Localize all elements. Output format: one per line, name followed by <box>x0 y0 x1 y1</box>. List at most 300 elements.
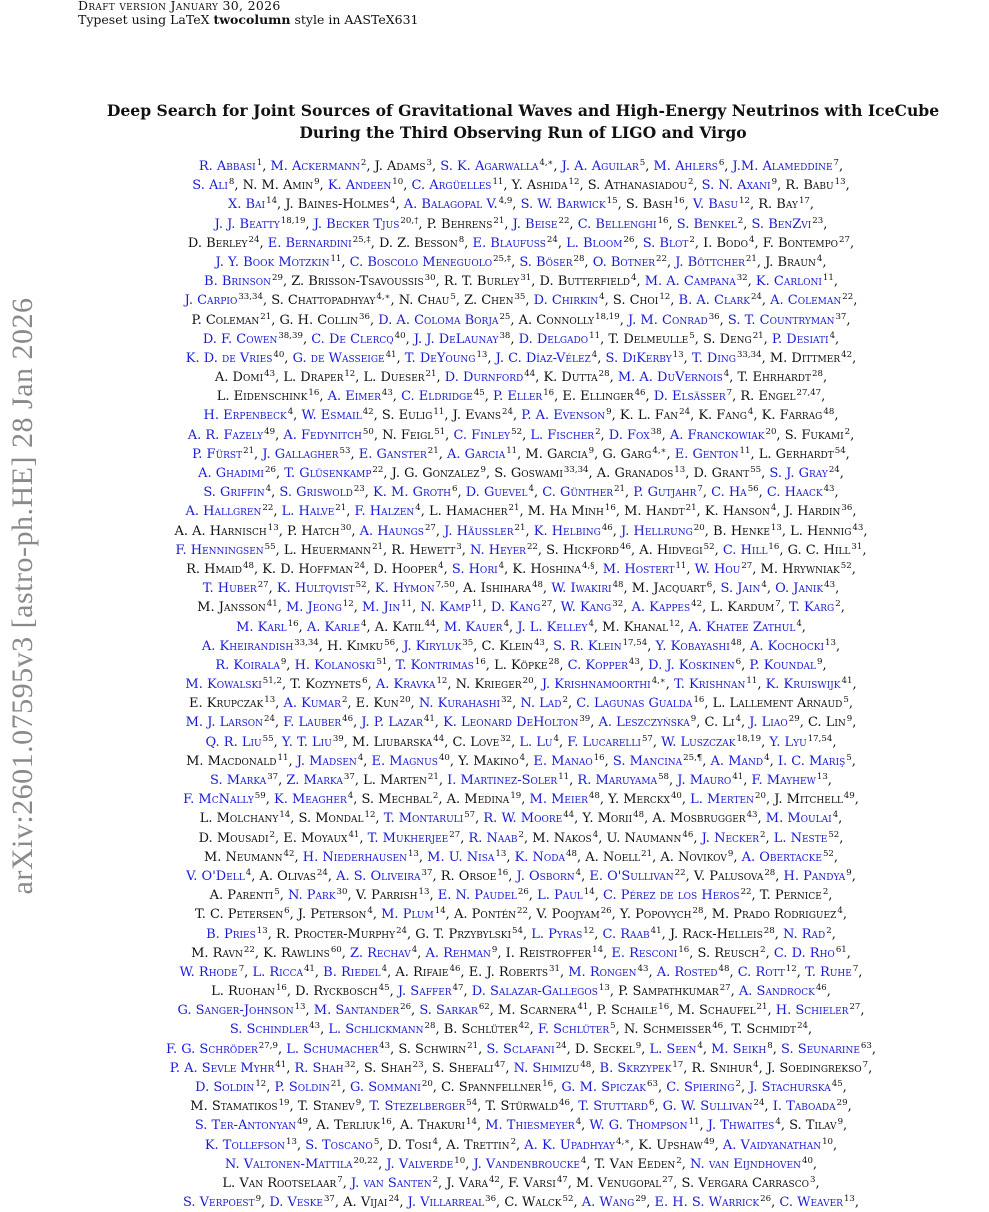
author-link[interactable]: R. Naab <box>468 830 518 846</box>
author-link[interactable]: M. Meier <box>529 792 588 808</box>
author-link[interactable]: Q. R. Liu <box>205 734 262 750</box>
author-link[interactable]: J. Madsen <box>296 753 357 769</box>
affiliation-marker: 11 <box>739 445 751 456</box>
author-link[interactable]: J. Krishnamoorthi <box>541 677 651 693</box>
author-link[interactable]: N. Kamp <box>420 600 471 616</box>
author-link[interactable]: A. S. Oliveira <box>336 868 421 884</box>
author-separator: , <box>271 485 280 501</box>
author-link[interactable]: A. R. Fazely <box>187 427 264 443</box>
author-link[interactable]: I. Taboada <box>772 1099 836 1115</box>
author-link[interactable]: R. Shah <box>294 1060 344 1076</box>
author-link[interactable]: N. van Eijndhoven <box>690 1156 801 1172</box>
author-name: T. Kozynets <box>290 677 362 693</box>
author-link[interactable]: S. Mancina <box>612 753 683 769</box>
author-link[interactable]: W. Kang <box>560 600 612 616</box>
author-link[interactable]: M. U. Nisa <box>427 849 495 865</box>
author-link[interactable]: N. Lad <box>520 696 562 712</box>
author-link[interactable]: L. Schumacher <box>286 1041 379 1057</box>
author-link[interactable]: T. Glüsenkamp <box>284 466 372 481</box>
author-link[interactable]: O. Botner <box>592 254 656 270</box>
affiliation-marker: 38 <box>499 330 511 341</box>
author-link[interactable]: F. McNally <box>183 792 254 808</box>
author-separator: , <box>670 293 679 309</box>
author-link[interactable]: M. Plum <box>381 907 434 923</box>
author-link[interactable]: M. Ackermann <box>270 159 360 174</box>
author-link[interactable]: E. O'Sullivan <box>589 868 674 884</box>
author-link[interactable]: J. Liao <box>749 715 788 731</box>
author-link[interactable]: T. Karg <box>789 600 835 616</box>
author-separator: , <box>347 696 356 712</box>
author-link[interactable]: M. Rongen <box>568 964 637 980</box>
author-link[interactable]: A. Sandrock <box>738 984 815 1000</box>
affiliation-marker: 49 <box>843 791 855 802</box>
author-link[interactable]: N. Kurahashi <box>418 696 501 712</box>
author-link[interactable]: N. Shimizu <box>513 1060 580 1076</box>
author-link[interactable]: C. Boscolo Meneguolo <box>349 254 493 270</box>
author-separator: , <box>383 466 392 481</box>
author-link[interactable]: A. Leszczyńska <box>598 715 690 731</box>
author-link[interactable]: L. Paul <box>537 888 583 904</box>
author-link[interactable]: F. Lauber <box>283 715 342 731</box>
author-link[interactable]: S. N. Axani <box>701 178 771 194</box>
author-link[interactable]: J. Gallagher <box>262 446 339 462</box>
author-link[interactable]: D. F. Cowen <box>202 331 278 347</box>
author-link[interactable]: C. Eldridge <box>401 389 473 405</box>
author-name: A. Rifaie <box>395 964 449 980</box>
author-link[interactable]: H. Niederhausen <box>302 849 407 865</box>
author-link[interactable]: D. Veske <box>269 1195 323 1211</box>
author-separator: , <box>761 466 770 481</box>
author-link[interactable]: S. K. Agarwalla <box>440 159 539 174</box>
author-link[interactable]: R. Koirala <box>215 657 280 673</box>
author-link[interactable]: L. Ricca <box>252 964 303 980</box>
author-link[interactable]: S. Böser <box>519 254 573 270</box>
author-link[interactable]: J. Necker <box>701 830 759 846</box>
author-link[interactable]: J. Saffer <box>397 984 452 1000</box>
author-link[interactable]: S. T. Countryman <box>727 312 835 328</box>
affiliation-marker: 24 <box>679 407 691 418</box>
author-link[interactable]: G. M. Spiczak <box>561 1080 647 1095</box>
author-link[interactable]: B. A. Clark <box>678 293 750 309</box>
author-link[interactable]: T. Ruhe <box>805 964 852 980</box>
author-link[interactable]: R. Maruyama <box>577 773 658 788</box>
author-link[interactable]: D. Elsässer <box>653 389 726 405</box>
author-link[interactable]: V. Basu <box>692 197 739 213</box>
author-link[interactable]: M. A. Campana <box>644 274 736 290</box>
affiliation-marker: 62 <box>478 1002 490 1013</box>
author-link[interactable]: T. Stezelberger <box>369 1099 466 1115</box>
affiliation-marker: 29 <box>635 1194 647 1205</box>
author-link[interactable]: B. Pries <box>206 926 256 942</box>
author-link[interactable]: T. Montaruli <box>383 811 464 827</box>
author-link[interactable]: D. Delgado <box>518 331 589 347</box>
affiliation-marker: 4 <box>361 618 367 629</box>
author-link[interactable]: T. Mukherjee <box>367 830 449 846</box>
author-link[interactable]: N. Heyer <box>469 542 526 558</box>
author-link[interactable]: H. Kolanoski <box>294 657 376 673</box>
author-link[interactable]: D. J. Koskinen <box>648 657 735 673</box>
affiliation-marker: 36 <box>359 311 370 322</box>
author-link[interactable]: C. De Clercq <box>311 331 394 347</box>
author-link[interactable]: E. Ganster <box>358 446 427 462</box>
author-separator: , <box>835 581 840 597</box>
author-link[interactable]: A. Eimer <box>327 389 381 405</box>
author-link[interactable]: Y. Kobayashi <box>655 638 730 654</box>
author-link[interactable]: Y. T. Liu <box>281 734 332 750</box>
affiliation-marker: 16 <box>380 1117 392 1128</box>
author-link[interactable]: E. Blaufuss <box>472 235 546 251</box>
author-link[interactable]: A. Ghadimi <box>198 466 264 481</box>
author-link[interactable]: H. Schieler <box>775 1003 849 1019</box>
author-link[interactable]: L. Schlickmann <box>328 1022 424 1038</box>
author-link[interactable]: T. Kontrimas <box>395 657 474 673</box>
author-link[interactable]: T. Stuttard <box>578 1099 648 1115</box>
affiliation-marker: 2 <box>269 829 275 840</box>
author-link[interactable]: S. Sclafani <box>486 1041 555 1057</box>
author-link[interactable]: T. Huber <box>202 581 257 597</box>
author-link[interactable]: M. Hostert <box>602 561 675 577</box>
author-line <box>56 442 986 461</box>
author-link[interactable]: S. W. Barwick <box>520 197 606 213</box>
affiliation-marker: 56 <box>747 484 759 495</box>
author-link[interactable]: V. O'Dell <box>186 868 245 884</box>
author-link[interactable]: M. Jin <box>361 600 401 616</box>
author-link[interactable]: C. Finley <box>453 427 511 443</box>
author-link[interactable]: J. L. Kelley <box>517 619 588 635</box>
author-link[interactable]: C. Günther <box>542 485 614 501</box>
author-link[interactable]: W. Esmail <box>301 408 362 424</box>
author-link[interactable]: P. Desiati <box>771 331 829 347</box>
author-link[interactable]: P. Eller <box>493 389 543 405</box>
author-link[interactable]: A. Balagopal V. <box>403 197 498 213</box>
author-line <box>56 806 986 825</box>
author-name: A. Granados <box>596 466 674 481</box>
author-link[interactable]: A. Fedynitch <box>283 427 362 443</box>
author-link[interactable]: C. Kopper <box>567 657 628 673</box>
author-link[interactable]: L. Halve <box>281 504 335 520</box>
author-link[interactable]: J. Osborn <box>516 868 575 884</box>
author-link[interactable]: C. Spiering <box>666 1080 735 1095</box>
author-link[interactable]: M. Karl <box>236 619 287 635</box>
author-line <box>56 1037 986 1056</box>
author-name: P. Behrens <box>426 216 493 232</box>
author-link[interactable]: K. Noda <box>514 849 566 865</box>
author-link[interactable]: K. Helbing <box>533 523 601 539</box>
author-line <box>56 173 986 192</box>
author-link[interactable]: S. Ter-Antonyan <box>194 1118 297 1134</box>
author-separator: , <box>846 312 851 328</box>
author-link[interactable]: S. Sarkar <box>419 1003 478 1019</box>
author-link[interactable]: D. Chirkin <box>533 293 599 309</box>
author-link[interactable]: W. G. Thompson <box>589 1118 688 1134</box>
author-link[interactable]: C. Lagunas Gualda <box>576 696 693 712</box>
author-link[interactable]: C. Ha <box>711 485 747 501</box>
author-link[interactable]: J. P. Lazar <box>361 715 423 731</box>
author-link[interactable]: F. Mayhew <box>751 773 816 788</box>
author-link[interactable]: A. Coleman <box>770 293 842 309</box>
author-link[interactable]: E. Manao <box>533 753 593 769</box>
author-link[interactable]: C. Raab <box>602 926 650 942</box>
author-link[interactable]: T. DeYoung <box>404 350 476 366</box>
author-link[interactable]: A. Haungs <box>359 523 424 539</box>
affiliation-marker: 43 <box>852 522 864 533</box>
author-link[interactable]: P. Fürst <box>192 446 243 462</box>
author-link[interactable]: J. Carpio <box>184 293 238 309</box>
author-link[interactable]: D. Soldin <box>195 1080 255 1095</box>
author-link[interactable]: C. Rott <box>737 964 785 980</box>
author-link[interactable]: S. Blot <box>642 235 689 251</box>
author-link[interactable]: M. J. Larson <box>185 715 263 731</box>
author-link[interactable]: F. Schlüter <box>537 1022 610 1038</box>
author-link[interactable]: K. Meagher <box>273 792 347 808</box>
author-link[interactable]: D. Salazar-Gallegos <box>471 984 598 1000</box>
author-link[interactable]: J. Mauro <box>677 773 732 788</box>
author-link[interactable]: A. Garcia <box>446 446 506 462</box>
affiliation-marker: 11 <box>589 330 601 341</box>
author-link[interactable]: Z. Marka <box>286 773 343 788</box>
author-link[interactable]: J. Becker Tjus <box>313 216 400 232</box>
author-separator: , <box>833 274 838 290</box>
author-separator: , <box>286 657 295 673</box>
author-link[interactable]: J. J. DeLaunay <box>413 331 499 347</box>
affiliation-marker: 21 <box>756 1002 768 1013</box>
author-link[interactable]: T. Ding <box>691 350 736 366</box>
author-link[interactable]: M. Thiesmeyer <box>485 1118 575 1134</box>
affiliation-marker: 42 <box>488 1174 500 1185</box>
author-link[interactable]: S. Toscano <box>305 1137 373 1153</box>
author-link[interactable]: J. A. Aguilar <box>561 159 639 174</box>
author-link[interactable]: M. Kauer <box>443 619 503 635</box>
author-link[interactable]: K. D. de Vries <box>185 350 273 366</box>
author-link[interactable]: D. Kang <box>490 600 541 616</box>
author-link[interactable]: P. Soldin <box>274 1080 330 1095</box>
author-link[interactable]: J. Hellrung <box>621 523 693 539</box>
author-link[interactable]: A. Khatee Zathul <box>688 619 796 635</box>
author-name: K. D. Hoffman <box>262 561 354 577</box>
author-link[interactable]: L. Merten <box>690 792 754 808</box>
author-link[interactable]: S. Verpoest <box>182 1195 255 1211</box>
author-link[interactable]: S. R. Klein <box>553 638 622 654</box>
author-link[interactable]: F. G. Schröder <box>165 1041 258 1057</box>
author-link[interactable]: F. Halzen <box>354 504 415 520</box>
author-link[interactable]: S. Seunarine <box>781 1041 860 1057</box>
author-link[interactable]: O. Janik <box>775 581 824 597</box>
author-link[interactable]: S. DiKerby <box>605 350 672 366</box>
author-link[interactable]: M. Ahlers <box>653 159 718 174</box>
author-link[interactable]: K. Andeen <box>327 178 392 194</box>
author-line <box>56 1113 986 1132</box>
author-link[interactable]: L. Bloom <box>566 235 623 251</box>
author-link[interactable]: S. Hori <box>451 561 498 577</box>
author-separator: , <box>644 811 653 827</box>
author-link[interactable]: K. M. Groth <box>373 485 451 501</box>
author-link[interactable]: K. Hultqvist <box>276 581 355 597</box>
author-name: A. Noell <box>585 849 641 865</box>
author-link[interactable]: W. Luszczak <box>661 734 736 750</box>
author-separator: , <box>750 446 759 462</box>
author-link[interactable]: J. Vandenbroucke <box>473 1156 580 1172</box>
affiliation-marker: 26 <box>600 906 612 917</box>
author-link[interactable]: J. van Santen <box>350 1175 432 1191</box>
author-link[interactable]: R. W. Moore <box>483 811 563 827</box>
author-link[interactable]: D. Guevel <box>465 485 528 501</box>
author-link[interactable]: A. Karle <box>306 619 360 635</box>
author-link[interactable]: E. H. S. Warrick <box>654 1195 760 1211</box>
author-link[interactable]: S. Jain <box>720 581 761 597</box>
author-link[interactable]: S. Marka <box>210 773 267 788</box>
author-link[interactable]: M. Kowalski <box>185 677 262 693</box>
author-link[interactable]: D. Durnford <box>444 370 524 386</box>
author-link[interactable]: C. D. Rho <box>773 945 835 961</box>
author-link[interactable]: D. Fox <box>608 427 650 443</box>
author-link[interactable]: I. Martinez-Soler <box>447 773 558 788</box>
author-link[interactable]: E. Genton <box>674 446 739 462</box>
author-link[interactable]: J. Häussler <box>444 523 514 539</box>
author-link[interactable]: G. W. Sullivan <box>662 1099 753 1115</box>
author-link[interactable]: J. Y. Book Motzkin <box>215 254 330 270</box>
author-link[interactable]: M. Seikh <box>711 1041 767 1057</box>
author-link[interactable]: A. Wang <box>581 1195 635 1211</box>
author-link[interactable]: A. Hallgren <box>185 504 262 520</box>
affiliation-marker: 13 <box>264 695 276 706</box>
author-link[interactable]: N. Park <box>287 888 336 904</box>
author-link[interactable]: G. Sanger-Johnson <box>177 1003 294 1019</box>
author-link[interactable]: J. Villarreal <box>407 1195 485 1211</box>
author-link[interactable]: Y. Lyu <box>769 734 807 750</box>
author-link[interactable]: K. Kruiswijk <box>765 677 841 693</box>
author-link[interactable]: K. Leonard DeHolton <box>443 715 579 731</box>
author-link[interactable]: H. Erpenbeck <box>203 408 287 424</box>
author-link[interactable]: J. Böttcher <box>675 254 745 270</box>
affiliation-marker: 16 <box>693 695 705 706</box>
title-line: Deep Search for Joint Sources of Gravitational Waves and High-Energy Neutrinos with IceCube <box>106 101 940 120</box>
author-separator: , <box>573 1195 582 1211</box>
author-link[interactable]: E. N. Paudel <box>437 888 517 904</box>
author-link[interactable]: L. Lu <box>519 734 553 750</box>
author-link[interactable]: P. A. Sevle Myhr <box>169 1060 275 1076</box>
author-link[interactable]: W. Rhode <box>179 964 238 980</box>
author-link[interactable]: J. J. Beatty <box>214 216 280 232</box>
author-link[interactable]: L. Pyras <box>531 926 583 942</box>
author-link[interactable]: F. Henningsen <box>175 542 264 558</box>
author-link[interactable]: M. A. DuVernois <box>617 370 723 386</box>
author-link[interactable]: A. Rehman <box>425 945 491 961</box>
author-link[interactable]: C. Haack <box>766 485 823 501</box>
author-link[interactable]: N. Valtonen-Mattila <box>224 1156 353 1172</box>
author-name: E. Ellinger <box>562 389 634 405</box>
author-link[interactable]: E. Resconi <box>611 945 678 961</box>
author-link[interactable]: H. Pandya <box>783 868 846 884</box>
author-link[interactable]: S. Ali <box>192 178 228 194</box>
author-link[interactable]: P. Gutjahr <box>633 485 697 501</box>
author-link[interactable]: J. C. Díaz-Vélez <box>495 350 591 366</box>
author-link[interactable]: F. Lucarelli <box>567 734 641 750</box>
author-link[interactable]: E. Bernardini <box>267 235 352 251</box>
author-link[interactable]: N. Rad <box>782 926 826 942</box>
author-link[interactable]: L. Fischer <box>530 427 595 443</box>
author-link[interactable]: P. A. Evenson <box>521 408 606 424</box>
author-link[interactable]: T. Krishnan <box>674 677 746 693</box>
author-link[interactable]: B. Riedel <box>323 964 381 980</box>
author-link[interactable]: J. M. Conrad <box>627 312 708 328</box>
author-link[interactable]: L. Seen <box>649 1041 697 1057</box>
author-link[interactable]: G. de Wasseige <box>292 350 385 366</box>
author-link[interactable]: A. Kravka <box>375 677 436 693</box>
author-link[interactable]: A. Kappes <box>631 600 691 616</box>
author-link[interactable]: M. Jeong <box>285 600 342 616</box>
author-link[interactable]: S. J. Gray <box>769 466 828 481</box>
author-link[interactable]: A. Kumar <box>283 696 341 712</box>
author-separator: , <box>597 350 606 366</box>
author-link[interactable]: S. Griswold <box>279 485 353 501</box>
author-link[interactable]: I. C. Mariş <box>777 753 846 769</box>
author-link[interactable]: J.M. Alameddine <box>732 159 833 174</box>
author-link[interactable]: S. Griffin <box>203 485 265 501</box>
author-link[interactable]: E. Magnus <box>371 753 438 769</box>
author-link[interactable]: A. Franckowiak <box>669 427 765 443</box>
author-link[interactable]: M. Santander <box>313 1003 400 1019</box>
author-link[interactable]: L. Neste <box>773 830 828 846</box>
author-link[interactable]: J. Stachurska <box>749 1080 831 1095</box>
author-link[interactable]: J. Valverde <box>386 1156 454 1172</box>
author-separator: , <box>774 926 783 942</box>
author-link[interactable]: B. Brinson <box>204 274 272 290</box>
author-link[interactable]: A. Vaidyanathan <box>722 1137 822 1153</box>
author-link[interactable]: X. Bai <box>227 197 266 213</box>
author-link[interactable]: A. Rosted <box>656 964 718 980</box>
author-link[interactable]: K. Hymon <box>374 581 435 597</box>
author-link[interactable]: K. Carloni <box>755 274 822 290</box>
author-link[interactable]: C. Weaver <box>779 1195 843 1211</box>
author-link[interactable]: G. Sommani <box>350 1080 421 1095</box>
author-link[interactable]: C. Hill <box>722 542 768 558</box>
author-separator: , <box>254 446 263 462</box>
author-separator: , <box>839 159 844 174</box>
author-link[interactable]: A. K. Upadhyay <box>524 1137 615 1153</box>
author-link[interactable]: K. Tollefson <box>204 1137 286 1153</box>
author-link[interactable]: A. Mand <box>710 753 764 769</box>
author-link[interactable]: J. Thwaites <box>707 1118 775 1134</box>
affiliation-marker: 43 <box>533 637 545 648</box>
author-link[interactable]: B. Skrzypek <box>599 1060 672 1076</box>
affiliation-marker: 22 <box>740 887 752 898</box>
author-link[interactable]: Z. Rechav <box>350 945 411 961</box>
affiliation-marker: 46 <box>620 541 631 552</box>
author-link[interactable]: P. Koundal <box>749 657 817 673</box>
affiliation-marker: 2 <box>735 1079 741 1089</box>
author-link[interactable]: A. Kochocki <box>750 638 825 654</box>
author-link[interactable]: C. Argüelles <box>411 178 492 194</box>
author-link[interactable]: W. Iwakiri <box>551 581 612 597</box>
author-link[interactable]: M. Moulai <box>765 811 832 827</box>
author-link[interactable]: W. Hou <box>694 561 741 577</box>
author-link[interactable]: J. Kiryluk <box>403 638 462 654</box>
author-link[interactable]: D. A. Coloma Borja <box>378 312 499 328</box>
author-link[interactable]: S. Schindler <box>229 1022 309 1038</box>
affiliation-marker: 4 <box>580 1155 587 1166</box>
author-link[interactable]: C. Bellenghi <box>577 216 657 232</box>
author-link[interactable]: J. Beise <box>512 216 558 232</box>
author-separator: , <box>681 792 691 808</box>
author-link[interactable]: A. Kheirandish <box>201 638 294 654</box>
affiliation-marker: 16 <box>474 656 486 667</box>
author-link[interactable]: C. Pérez de los Heros <box>602 888 740 904</box>
author-link[interactable]: S. Benkel <box>676 216 737 232</box>
author-link[interactable]: R. Abbasi <box>198 159 256 174</box>
author-link[interactable]: S. BenZvi <box>751 216 812 232</box>
author-separator: , <box>390 293 399 309</box>
author-link[interactable]: A. Obertacke <box>741 849 822 865</box>
